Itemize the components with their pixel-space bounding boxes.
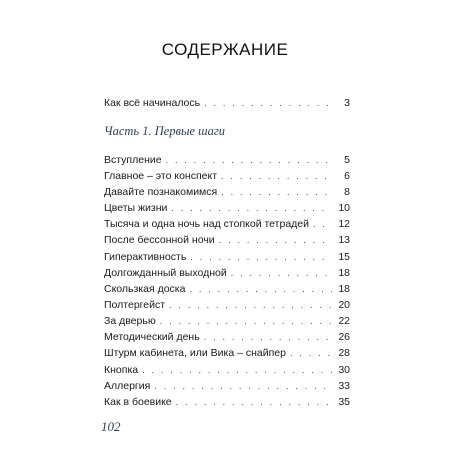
toc-entry-title: Как в боевике [104,396,172,408]
toc-entry [104,232,350,248]
toc-entry-title: Главное – это конспект [104,170,218,182]
toc-entry-title: Вступление [104,154,162,166]
toc-entry-page: 6 [344,170,350,182]
toc-entry-page: 8 [344,186,350,198]
toc-entry [104,281,350,297]
dot-leader [169,297,332,313]
toc-entry-page: 22 [338,315,350,327]
toc-entry-page: 12 [338,218,350,230]
toc-entry-title: Гиперактивность [104,251,187,263]
toc-entry-page: 18 [338,283,350,295]
dot-leader [204,329,332,345]
toc-entry [104,200,350,216]
toc-entry-page: 5 [344,154,350,166]
toc-entry [104,297,350,313]
dot-leader [190,249,332,265]
dot-leader [219,232,332,248]
toc-entry [104,184,350,200]
toc-entry [104,394,350,410]
dot-leader [221,168,332,184]
page-title: СОДЕРЖАНИЕ [161,40,289,59]
toc-entry [104,95,350,111]
toc-entry-title: За дверью [104,315,156,327]
dot-leader [231,265,332,281]
dot-leader [166,152,332,168]
dot-leader [142,362,332,378]
toc-entry [104,362,350,378]
toc-entry-title: Цветы жизни [104,202,168,214]
toc-entry-title: Кнопка [104,364,139,376]
toc-entry [104,378,350,394]
dot-leader [176,394,332,410]
toc-entry-title: Как всё начиналось [104,97,201,109]
toc-entry-page: 13 [338,234,350,246]
toc-entry-page: 26 [338,331,350,343]
toc-entry-page: 10 [338,202,350,214]
toc-entry-title: Скользкая доска [104,283,186,295]
dot-leader [154,378,332,394]
toc-entry-title: Аллергия [104,380,151,392]
toc-entry [104,152,350,168]
toc-entry-title: Методический день [104,331,200,343]
toc-entry [104,345,350,361]
toc-entry [104,216,350,232]
dot-leader [313,216,332,232]
toc-entry-page: 18 [338,267,350,279]
section-heading: Часть 1. Первые шаги [104,124,225,138]
toc-entry [104,329,350,345]
dot-leader [189,281,332,297]
toc-entry-page: 28 [338,347,350,359]
toc-entry [104,313,350,329]
toc-entry [104,265,350,281]
toc-entry [104,249,350,265]
dot-leader [204,95,332,111]
dot-leader [221,184,332,200]
toc-entry-page: 33 [338,380,350,392]
toc-entry-title: Полтергейст [104,299,166,311]
dot-leader [290,345,332,361]
page-number-folio: 102 [101,419,121,434]
toc-entry-page: 15 [338,251,350,263]
toc-entry-page: 30 [338,364,350,376]
dot-leader [160,313,332,329]
toc-entry-title: Тысяча и одна ночь над стопкой тетрадей [104,218,309,230]
toc-entry-page: 3 [344,97,350,109]
toc-entry-page: 20 [338,299,350,311]
toc-entry [104,168,350,184]
toc-entry-title: Штурм кабинета, или Вика – снайпер [104,347,286,359]
dot-leader [171,200,332,216]
toc-entry-title: Давайте познакомимся [104,186,218,198]
toc-entry-title: После бессонной ночи [104,234,215,246]
toc-entry-title: Долгожданный выходной [104,267,227,279]
toc-entry-page: 35 [338,396,350,408]
